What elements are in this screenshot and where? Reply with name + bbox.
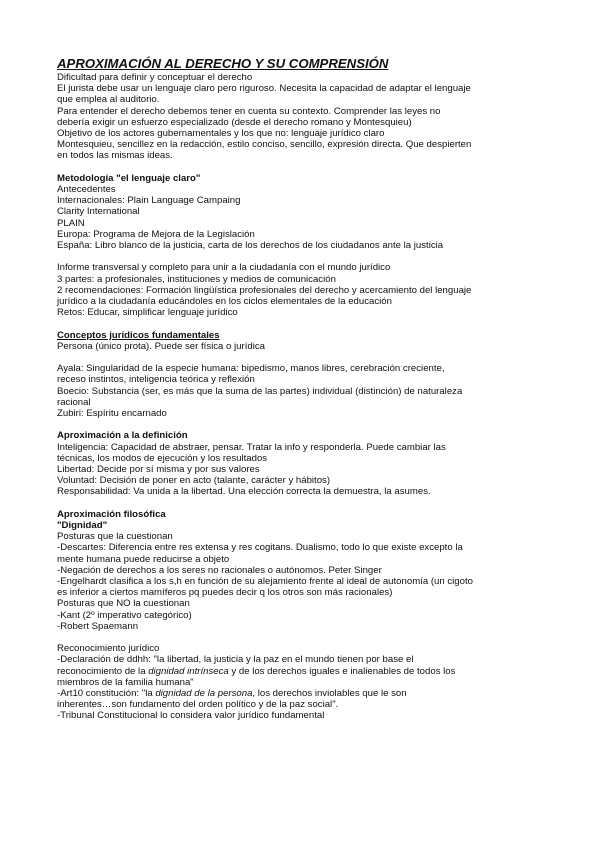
- body-line: Libertad: Decide por sí misma y por sus valores: [57, 464, 260, 476]
- intro-line: que emplea al auditorio.: [57, 94, 160, 106]
- paragraph-gap: [57, 498, 545, 509]
- body-line: receso instintos, inteligencia teórica y reflexión: [57, 374, 255, 386]
- paragraph-gap: [57, 419, 545, 430]
- section-heading-metodologia: Metodología "el lenguaje claro": [57, 172, 201, 184]
- body-line: Clarity International: [57, 206, 140, 218]
- body-line: Posturas que la cuestionan: [57, 531, 173, 543]
- paragraph-gap: [57, 318, 545, 329]
- text-run: , los derechos inviolables que le son: [252, 688, 407, 700]
- text-run: -Art10 constitución: "la: [57, 688, 156, 700]
- body-line: Antecedentes: [57, 184, 116, 196]
- body-line: Responsabilidad: Va unida a la libertad. Una elección correcta la demuestra, la asumes.: [57, 486, 431, 498]
- body-line: 2 recomendaciones: Formación lingüística profesionales del derecho y acercamiento del lenguaje: [57, 284, 472, 296]
- body-line: Inteligencia: Capacidad de abstraer, pensar. Tratar la info y responderla. Puede cambiar las: [57, 441, 446, 453]
- body-line-mixed: [57, 688, 545, 699]
- body-line: 3 partes: a profesionales, instituciones y medios de comunicación: [57, 273, 336, 285]
- intro-line: Montesquieu, sencillez en la redacción, estilo conciso, sencillo, expresión directa. Que despierten: [57, 139, 472, 151]
- section-heading-filosofica: Aproximación filosófica: [57, 508, 166, 520]
- body-line: mente humana puede reducirse a objeto: [57, 553, 230, 565]
- paragraph-gap: [57, 251, 545, 262]
- body-line: racional: [57, 396, 91, 408]
- body-line: -Declaración de ddhh: "la libertad, la justicia y la paz en el mundo tienen por base el: [57, 654, 414, 666]
- section-subheading-dignidad: "Dignidad": [57, 520, 108, 532]
- text-run: y de los derechos iguales e inalienables de todos los: [228, 665, 456, 677]
- body-line: Reconocimiento jurídico: [57, 643, 160, 655]
- body-line: -Engelhardt clasifica a los s,h en función de su alejamiento frente al ideal de autonomía (un cigoto: [57, 576, 473, 588]
- body-line: Internacionales: Plain Language Campaing: [57, 195, 241, 207]
- intro-line: en todos las mismas ideas.: [57, 150, 173, 162]
- body-line-mixed: [57, 666, 545, 677]
- intro-line: Dificultad para definir y conceptuar el derecho: [57, 72, 253, 83]
- body-line: Ayala: Singularidad de la especie humana: bipedismo, manos libres, cerebración creciente,: [57, 363, 445, 375]
- intro-line: Para entender el derecho debemos tener en cuenta su contexto. Comprender las leyes no: [57, 105, 441, 117]
- body-line: -Negación de derechos a los seres no racionales o autónomos. Peter Singer: [57, 564, 382, 576]
- body-line: -Kant (2º imperativo categórico): [57, 609, 192, 621]
- body-line: Europa: Programa de Mejora de la Legislación: [57, 228, 255, 240]
- section-heading-conceptos: Conceptos jurídicos fundamentales: [57, 329, 220, 341]
- body-line: es inferior a ciertos mamíferos pq puedes decir q los otros son más racionales): [57, 587, 393, 599]
- body-line: Retos: Educar, simplificar lenguaje jurídico: [57, 307, 238, 319]
- paragraph-gap: [57, 632, 545, 643]
- body-line: -Tribunal Constitucional lo considera valor jurídico fundamental: [57, 710, 325, 722]
- body-line: Persona (único prota). Puede ser física o jurídica: [57, 340, 265, 352]
- text-run: reconocimiento de la: [57, 665, 149, 677]
- body-line: Informe transversal y completo para unir a la ciudadanía con el mundo jurídico: [57, 262, 391, 274]
- body-line: inherentes…son fundamento del orden político y de la paz social".: [57, 699, 339, 711]
- body-line: miembros de la familia humana": [57, 676, 194, 688]
- paragraph-gap: [57, 352, 545, 363]
- paragraph-gap: [57, 162, 545, 173]
- document-title: APROXIMACIÓN AL DERECHO Y SU COMPRENSIÓN: [57, 56, 389, 71]
- italic-run: dignidad intrínseca: [148, 665, 229, 677]
- body-line: -Descartes: Diferencia entre res extensa y res cogitans. Dualismo, todo lo que existe excepto la: [57, 542, 463, 554]
- intro-line: Objetivo de los actores gubernamentales y los que no: lenguaje jurídico claro: [57, 128, 385, 140]
- body-line: España: Libro blanco de la justicia, carta de los derechos de los ciudadanos ante la justicia: [57, 240, 444, 252]
- italic-run: dignidad de la persona: [155, 688, 253, 700]
- body-line: Zubiri: Espíritu encarnado: [57, 408, 167, 420]
- body-line: técnicas, los modos de ejecución y los resultados: [57, 452, 268, 464]
- body-line: Boecio: Substancia (ser, es más que la suma de las partes) individual (distinción) de naturaleza: [57, 385, 463, 397]
- body-line: jurídico a la ciudadanía educándoles en los ciclos elementales de la educación: [57, 296, 392, 308]
- body-line: PLAIN: [57, 217, 85, 229]
- intro-line: debería exigir un esfuerzo especializado (desde el derecho romano y Montesquieu): [57, 116, 412, 128]
- body-line: Posturas que NO la cuestionan: [57, 598, 190, 610]
- section-heading-definicion: Aproximación a la definición: [57, 430, 188, 442]
- document-body: [57, 56, 545, 722]
- body-line: Voluntad: Decisión de poner en acto (talante, carácter y hábitos): [57, 475, 331, 487]
- body-line: -Robert Spaemann: [57, 620, 139, 632]
- intro-line: El jurista debe usar un lenguaje claro pero riguroso. Necesita la capacidad de adaptar el lenguaje: [57, 83, 471, 95]
